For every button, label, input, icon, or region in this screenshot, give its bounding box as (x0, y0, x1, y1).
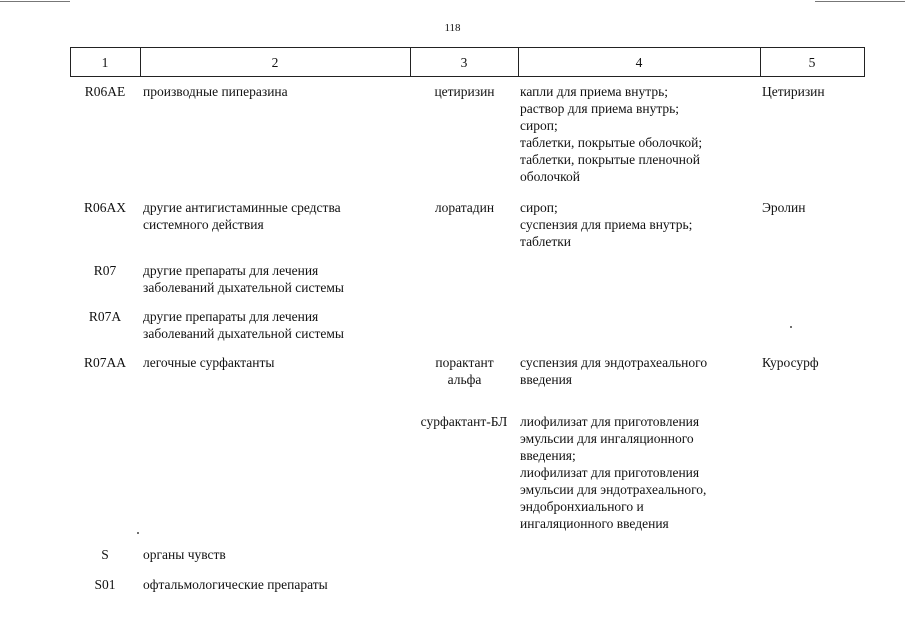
header-col-3: 3 (460, 55, 468, 70)
atc-code: R07AA (83, 355, 126, 370)
top-rule-left (0, 1, 70, 2)
dosage-forms: капли для приема внутрь; раствор для приема внутрь; сироп; таблетки, покрытые оболочкой; таблетки, покрытые пленочной оболочкой (520, 84, 703, 184)
group-name: легочные сурфактанты (143, 355, 275, 370)
atc-code: S01 (94, 577, 116, 592)
header-col-5: 5 (808, 55, 816, 70)
page-number: 118 (444, 22, 461, 34)
header-col-1: 1 (101, 55, 109, 70)
drug-name: Эролин (762, 200, 806, 215)
group-name: другие препараты для лечения заболеваний дыхательной системы (143, 263, 344, 295)
top-rule-right (815, 1, 905, 2)
group-name: органы чувств (143, 547, 226, 562)
inn-name: порактант альфа (435, 355, 494, 387)
atc-code: S (101, 547, 109, 562)
atc-code: R06AE (84, 84, 126, 99)
header-top-border (70, 47, 864, 48)
dosage-forms: сироп; суспензия для приема внутрь; таблетки (520, 200, 693, 249)
drug-name: Куросурф (762, 355, 819, 370)
inn-name: лоратадин (434, 200, 495, 215)
group-name: производные пиперазина (143, 84, 288, 99)
inn-name: цетиризин (434, 84, 495, 99)
dosage-forms: суспензия для эндотрахеального введения (520, 355, 708, 387)
group-name: другие препараты для лечения заболеваний дыхательной системы (143, 309, 344, 341)
scan-speck (137, 532, 139, 534)
atc-code: R07 (93, 263, 117, 278)
scan-speck (790, 326, 792, 328)
inn-name: сурфактант-БЛ (420, 414, 508, 429)
header-col-4: 4 (635, 55, 643, 70)
atc-code: R06AX (83, 200, 126, 215)
drug-name: Цетиризин (762, 84, 825, 99)
dosage-forms: лиофилизат для приготовления эмульсии для ингаляционного введения; лиофилизат для приготовления эмульсии для эндотрахеального, эндобронхиального и ингаляционного введения (520, 414, 707, 531)
group-name: другие антигистаминные средства системного действия (143, 200, 341, 232)
header-col-2: 2 (271, 55, 279, 70)
group-name: офтальмологические препараты (143, 577, 328, 592)
atc-code: R07A (88, 309, 122, 324)
col-divider-6 (864, 47, 865, 77)
header-bottom-border (70, 76, 864, 77)
